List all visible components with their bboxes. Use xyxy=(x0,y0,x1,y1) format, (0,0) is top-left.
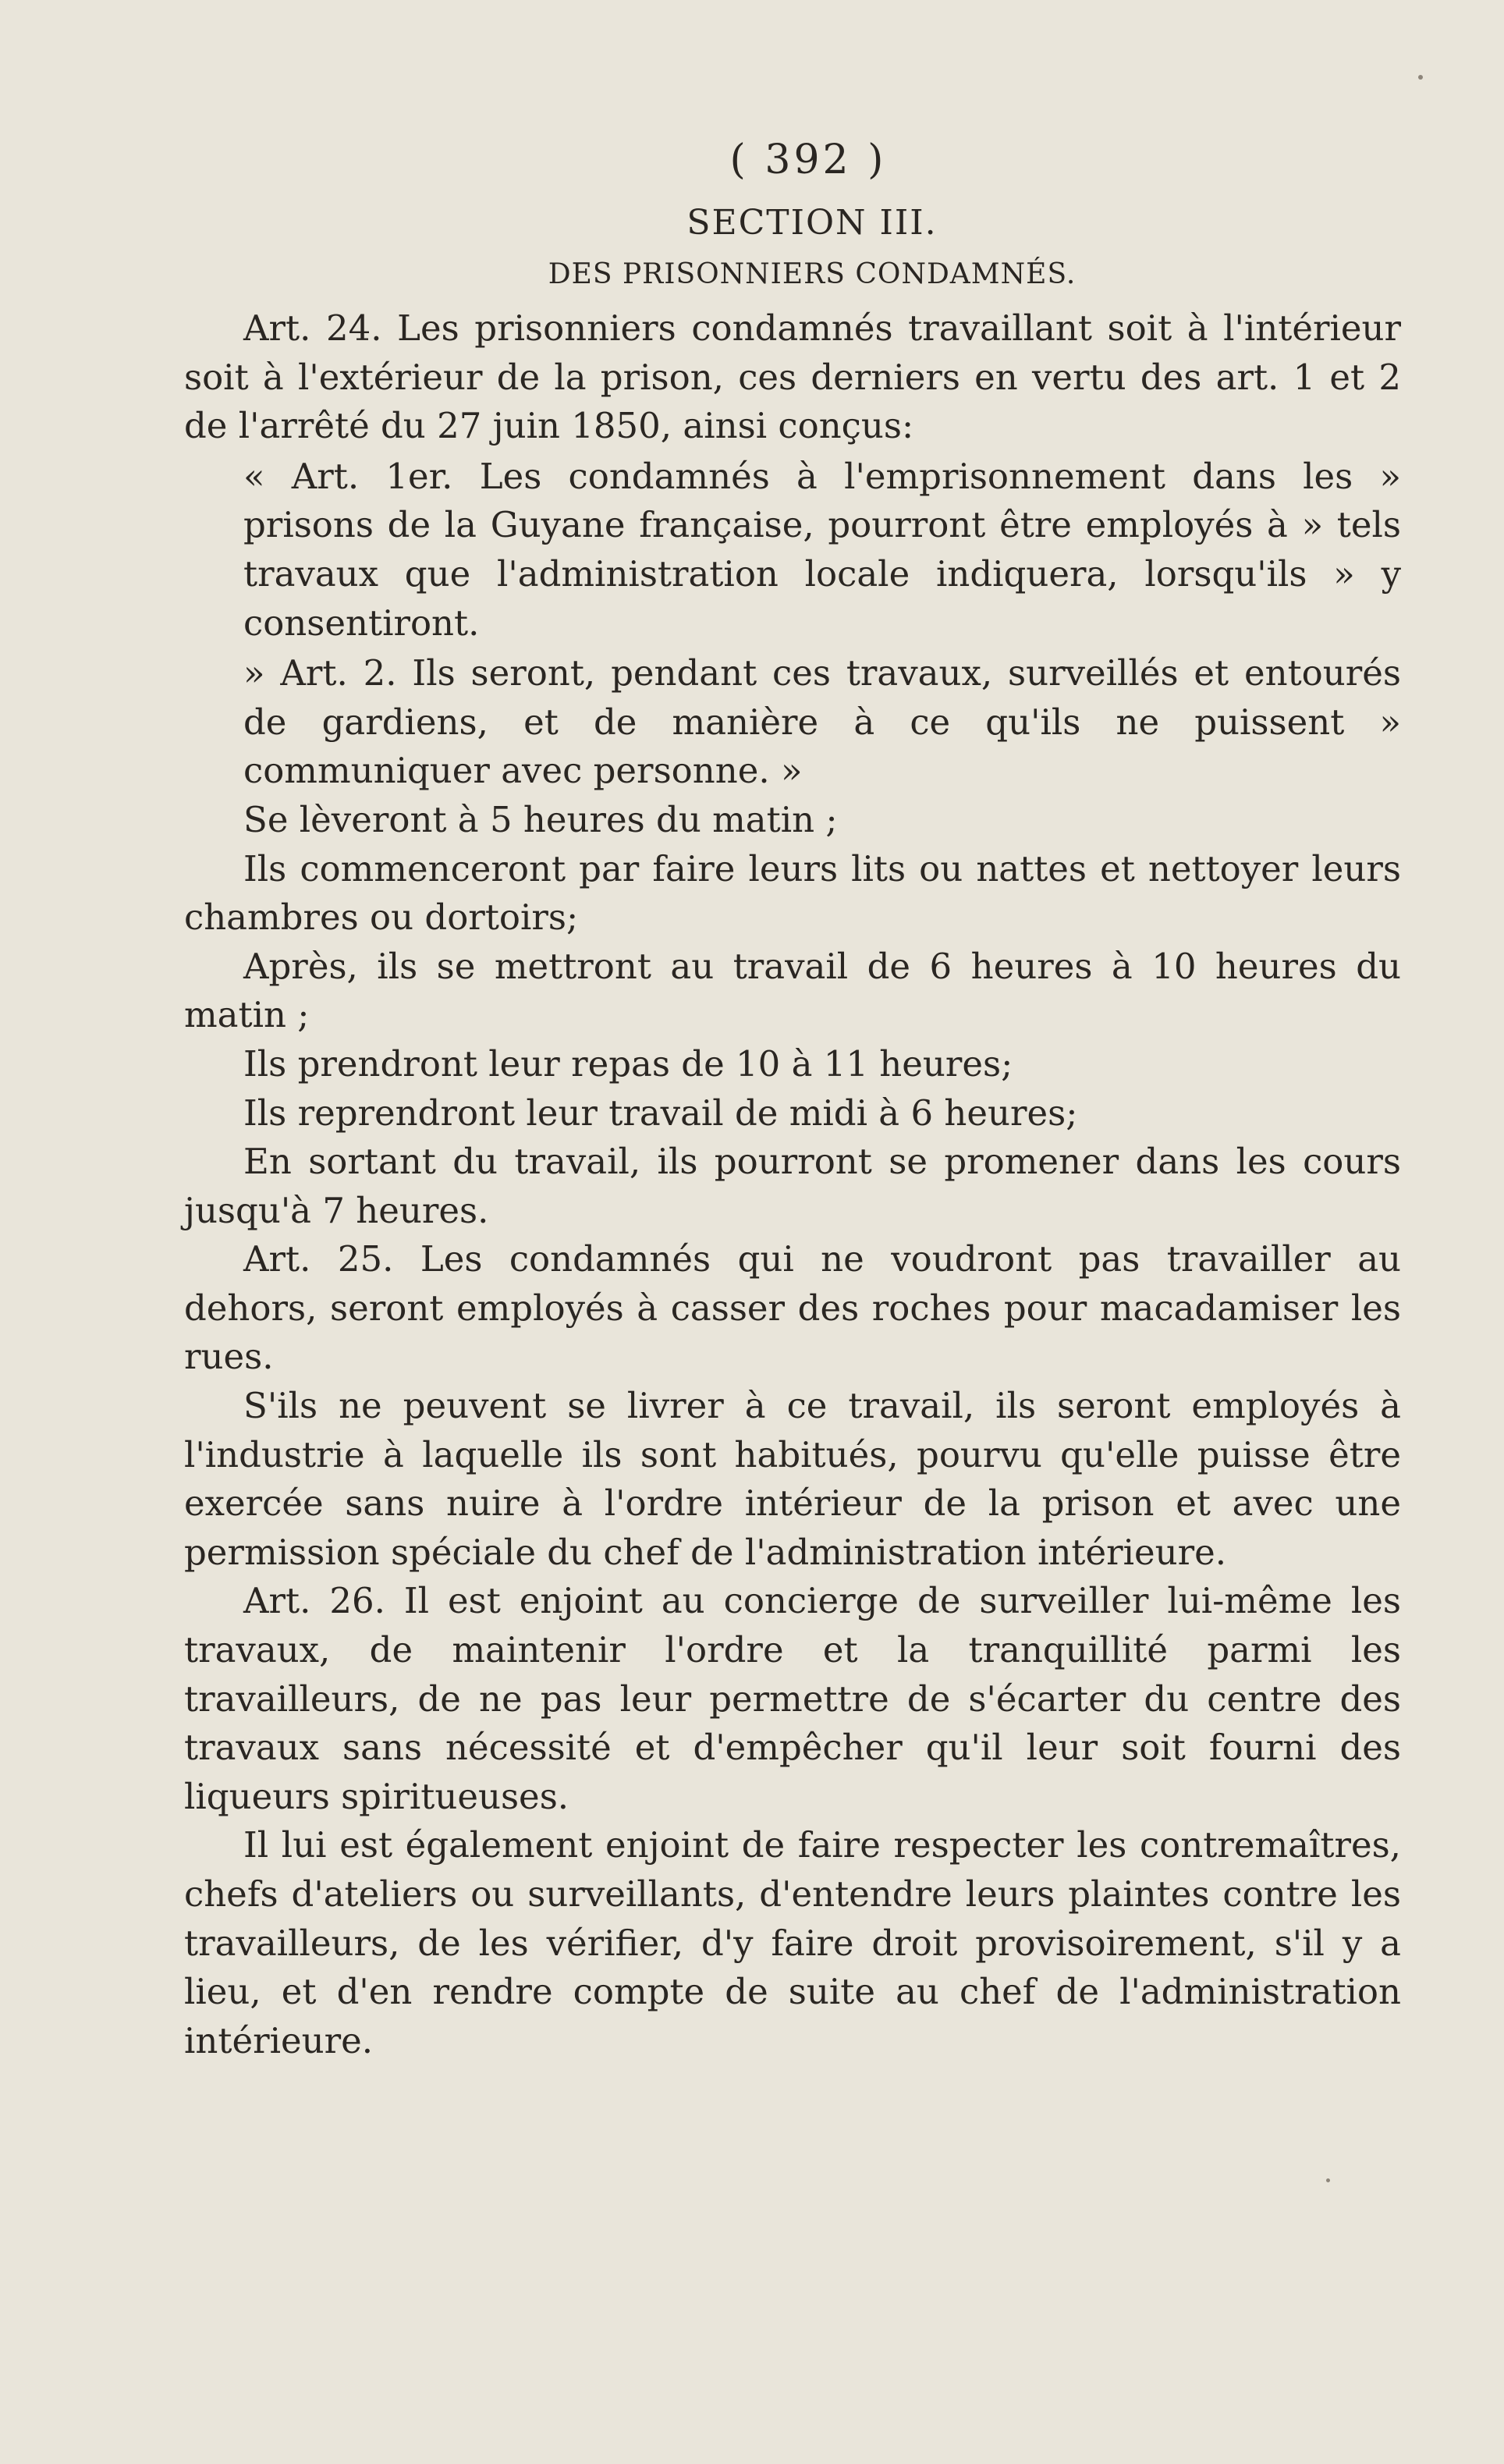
paragraph-travail: Après, ils se mettront au travail de 6 heures à 10 heures du matin ; xyxy=(184,945,1401,1036)
quote-art-1: « Art. 1er. Les condamnés à l'emprisonnement dans les » prisons de la Guyane française, pourront être employés à » tels travaux que l'administration locale indiquera, lorsqu'ils » y consentiront. xyxy=(243,455,1401,644)
paper-speck xyxy=(1326,2178,1330,2182)
paragraph-contremaitres: Il lui est également enjoint de faire respecter les contremaîtres, chefs d'ateliers ou surveillants, d'entendre leurs plaintes contre les travailleurs, de les vérifier, d'y faire droit provisoirement, s'il y a lieu, et d'en rendre compte de suite au chef de l'administration intérieure. xyxy=(184,1824,1401,2061)
section-subtitle: DES PRISONNIERS CONDAMNÉS. xyxy=(548,258,1077,290)
page-number: ( 392 ) xyxy=(729,137,887,183)
paper-speck xyxy=(1418,75,1423,80)
paragraph-industrie: S'ils ne peuvent se livrer à ce travail, ils seront employés à l'industrie à laquelle ils sont habitués, pourvu qu'elle puisse être exercée sans nuire à l'ordre intérieur de la prison et avec une permission spéciale du chef de l'administration intérieure. xyxy=(184,1385,1401,1573)
paragraph-promener: En sortant du travail, ils pourront se promener dans les cours jusqu'à 7 heures. xyxy=(184,1141,1401,1231)
quote-art-2: » Art. 2. Ils seront, pendant ces travaux, surveillés et entourés de gardiens, et de manière à ce qu'ils ne puissent » communiquer avec personne. » xyxy=(243,652,1401,792)
paragraph-lits: Ils commenceront par faire leurs lits ou nattes et nettoyer leurs chambres ou dortoirs; xyxy=(184,847,1401,939)
text-block xyxy=(184,133,1401,2065)
paragraph-reprendront: Ils reprendront leur travail de midi à 6 heures; xyxy=(243,1092,1078,1134)
paragraph-repas: Ils prendront leur repas de 10 à 11 heures; xyxy=(243,1042,1013,1085)
body-text xyxy=(184,304,1401,2065)
paragraph-lever: Se lèveront à 5 heures du matin ; xyxy=(243,798,838,840)
paragraph-art-24: Art. 24. Les prisonniers condamnés travaillant soit à l'intérieur soit à l'extérieur de la prison, ces derniers en vertu des art. 1 et 2 de l'arrêté du 27 juin 1850, ainsi conçus: xyxy=(184,307,1401,447)
paragraph-art-25: Art. 25. Les condamnés qui ne voudront pas travailler au dehors, seront employés à casser des roches pour macadamiser les rues. xyxy=(184,1238,1401,1378)
paragraph-art-26: Art. 26. Il est enjoint au concierge de surveiller lui-même les travaux, de maintenir l'ordre et la tranquillité parmi les travailleurs, de ne pas leur permettre de s'écarter du centre des travaux sans nécessité et d'empêcher qu'il leur soit fourni des liqueurs spiritueuses. xyxy=(184,1580,1401,1817)
section-title: SECTION III. xyxy=(686,203,938,243)
